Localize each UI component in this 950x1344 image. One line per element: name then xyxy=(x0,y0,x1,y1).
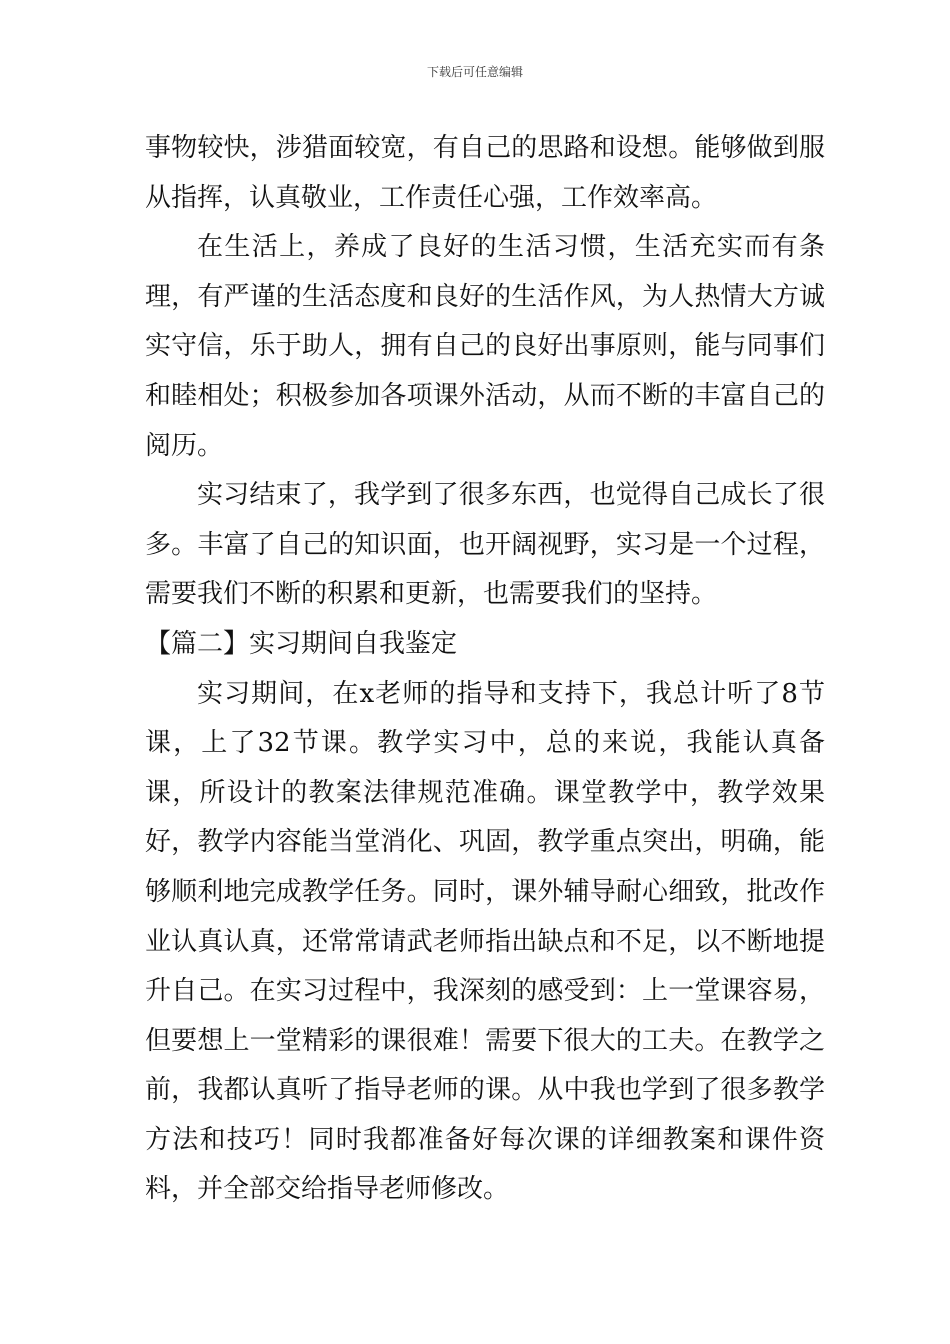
paragraph-internship: 实习期间，在x老师的指导和支持下，我总计听了8节课，上了32节课。教学实习中，总的来说，我能认真备课，所设计的教案法律规范准确。课堂教学中，教学效果好，教学内容能当堂消化、巩固，教学重点突出，明确，能够顺利地完成教学任务。同时，课外辅导耐心细致，批改作业认真认真，还常常请武老师指出缺点和不足，以不断地提升自己。在实习过程中，我深刻的感受到：上一堂课容易，但要想上一堂精彩的课很难！需要下很大的工夫。在教学之前，我都认真听了指导老师的课。从中我也学到了很多教学方法和技巧！同时我都准备好每次课的详细教案和课件资料，并全部交给指导老师修改。 xyxy=(145,678,825,1205)
page-header: 下载后可任意编辑 xyxy=(426,65,523,79)
paragraph-conclusion: 实习结束了，我学到了很多东西，也觉得自己成长了很多。丰富了自己的知识面，也开阔视野，实习是一个过程，需要我们不断的积累和更新，也需要我们的坚持。 xyxy=(145,480,825,610)
document-body xyxy=(145,124,825,1215)
paragraph-continuation: 事物较快，涉猎面较宽，有自己的思路和设想。能够做到服从指挥，认真敬业，工作责任心强，工作效率高。 xyxy=(145,133,825,213)
paragraph-life: 在生活上，养成了良好的生活习惯，生活充实而有条理，有严谨的生活态度和良好的生活作风，为人热情大方诚实守信，乐于助人，拥有自己的良好出事原则，能与同事们和睦相处；积极参加各项课外活动，从而不断的丰富自己的阅历。 xyxy=(145,232,825,461)
section-heading: 【篇二】实习期间自我鉴定 xyxy=(145,628,458,659)
